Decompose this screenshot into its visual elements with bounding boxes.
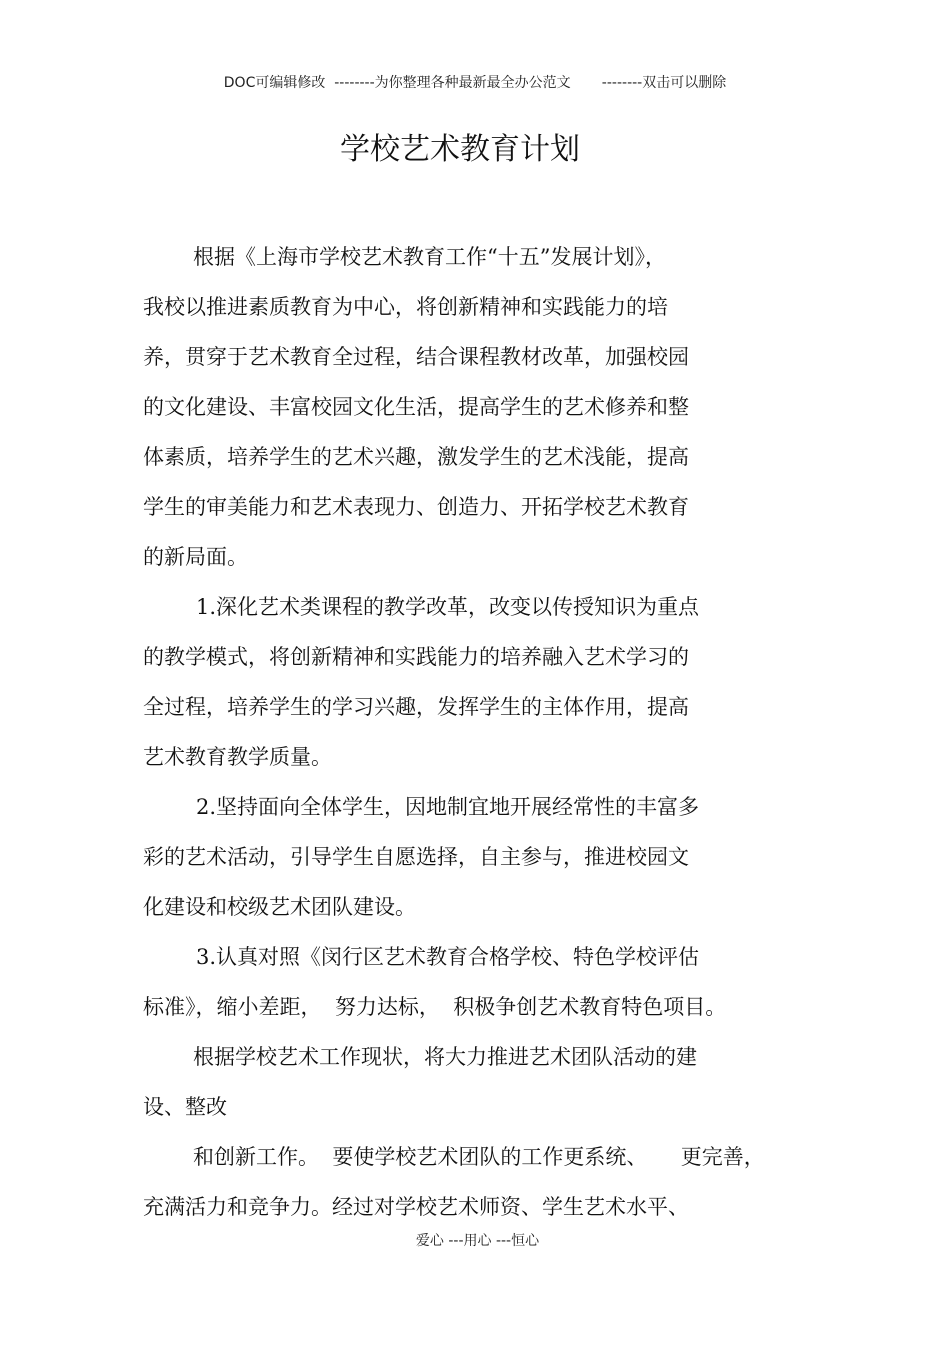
body-line: 我校以推进素质教育为中心，将创新精神和实践能力的培 — [143, 295, 668, 319]
body-line: 标准》，缩小差距， 努力达标， 积极争创艺术教育特色项目。 — [143, 995, 727, 1019]
body-line: 学生的审美能力和艺术表现力、创造力、开拓学校艺术教育 — [143, 495, 689, 519]
body-line: 根据《上海市学校艺术教育工作“十五”发展计划》， — [193, 245, 666, 269]
document-header: DOC可编辑修改 --------为你整理各种最新最全办公范文 --------双击可以删除 — [223, 75, 727, 91]
body-line: 充满活力和竞争力。经过对学校艺术师资、学生艺术水平、 — [143, 1195, 689, 1219]
body-line: 体素质，培养学生的艺术兴趣，激发学生的艺术浅能，提高 — [143, 445, 689, 469]
body-line: 养，贯穿于艺术教育全过程，结合课程教材改革，加强校园 — [143, 345, 689, 369]
body-line: 和创新工作。 要使学校艺术团队的工作更系统、 更完善， — [193, 1145, 765, 1169]
body-line: 设、整改 — [143, 1095, 227, 1119]
body-line: 化建设和校级艺术团队建设。 — [143, 895, 416, 919]
body-line: 艺术教育教学质量。 — [143, 745, 332, 769]
body-line: 的新局面。 — [143, 545, 248, 569]
body-line: 的教学模式，将创新精神和实践能力的培养融入艺术学习的 — [143, 645, 689, 669]
body-line: 2.坚持面向全体学生，因地制宜地开展经常性的丰富多 — [196, 795, 700, 819]
body-line: 全过程，培养学生的学习兴趣，发挥学生的主体作用，提高 — [143, 695, 689, 719]
body-line: 根据学校艺术工作现状，将大力推进艺术团队活动的建 — [193, 1045, 697, 1069]
body-line: 1.深化艺术类课程的教学改革，改变以传授知识为重点 — [196, 595, 700, 619]
document-title: 学校艺术教育计划 — [340, 132, 580, 167]
document-footer: 爱心 ---用心 ---恒心 — [415, 1233, 540, 1249]
body-line: 彩的艺术活动，引导学生自愿选择，自主参与，推进校园文 — [143, 845, 689, 869]
body-line: 的文化建设、丰富校园文化生活，提高学生的艺术修养和整 — [143, 395, 689, 419]
body-line: 3.认真对照《闵行区艺术教育合格学校、特色学校评估 — [196, 945, 700, 969]
